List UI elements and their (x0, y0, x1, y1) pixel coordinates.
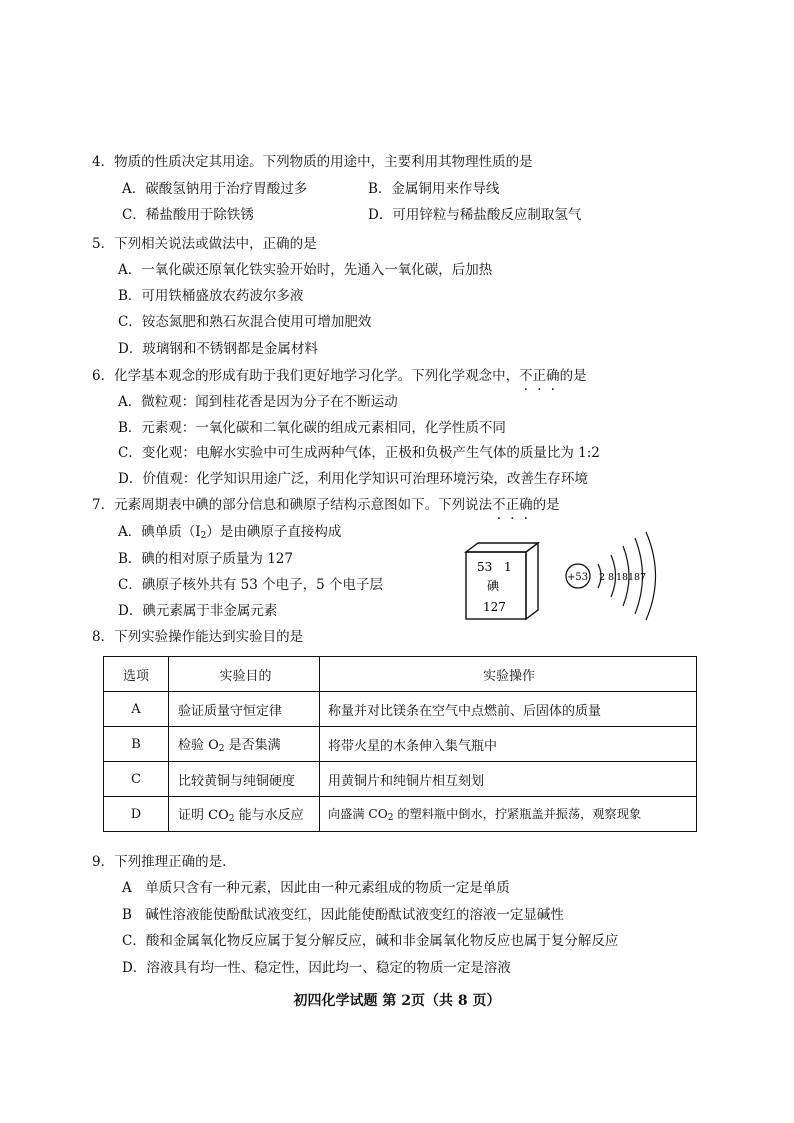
q6-option-b: B．元素观：一氧化碳和二氧化碳的组成元素相同，化学性质不同 (118, 420, 506, 436)
row-a-goal: 验证质量守恒定律 (169, 692, 320, 727)
row-c-operation: 用黄铜片和纯铜片相互刻划 (320, 762, 697, 797)
q6-emphasis-3: 确 (546, 368, 560, 384)
row-d-option: D (104, 797, 169, 832)
q7-option-b: B．碘的相对原子质量为 127 (118, 551, 293, 567)
q6-emphasis-2: 正 (532, 368, 547, 384)
table-row (104, 727, 697, 762)
q6-emphasis-1: 不 (519, 368, 533, 384)
atom-nucleus-charge: +53 (567, 572, 589, 583)
cell-mark: 1 (504, 560, 512, 574)
q5-option-c: C．铵态氮肥和熟石灰混合使用可增加肥效 (118, 314, 372, 330)
shell-5-electrons: 7 (640, 572, 647, 583)
q9-option-a: A 单质只含有一种元素，因此由一种元素组成的物质一定是单质 (122, 880, 510, 896)
table-row (104, 692, 697, 727)
table-header-goal: 实验目的 (169, 657, 320, 692)
q6-stem (92, 364, 587, 384)
q7-option-a (118, 520, 341, 541)
q7-emphasis-2: 正 (505, 497, 520, 513)
row-d-goal: 证明 $CO_2$ 能与水反应 (169, 797, 320, 832)
periodic-cell-box (458, 542, 548, 622)
shell-3-electrons: 18 (616, 572, 629, 583)
row-c-option: C (104, 762, 169, 797)
row-a-option: A (104, 692, 169, 727)
q7-stem-post: 的是 (532, 497, 560, 513)
row-c-goal: 比较黄铜与纯铜硬度 (169, 762, 320, 797)
q7-option-a-sub: 2 (200, 531, 207, 541)
shell-2-electrons: 8 (608, 572, 615, 583)
cell-element-name: 碘 (487, 579, 500, 593)
table-header-row (104, 657, 697, 692)
q7-stem (92, 493, 560, 513)
q7-option-a-pre: A．碘单质（I (118, 524, 201, 540)
q7-option-c: C．碘原子核外共有 53 个电子，5 个电子层 (118, 577, 383, 593)
shell-4-electrons: 18 (628, 572, 641, 583)
q7-emphasis-1: 不 (492, 497, 506, 513)
q4-option-d: D．可用锌粒与稀盐酸反应制取氢气 (368, 207, 582, 223)
q9-option-d: D．溶液具有均一性、稳定性，因此均一、稳定的物质一定是溶液 (122, 960, 511, 976)
q7-option-d: D．碘元素属于非金属元素 (118, 603, 278, 619)
q8-table (103, 656, 697, 832)
q5-option-d: D．玻璃钢和不锈钢都是金属材料 (118, 341, 318, 357)
q8-stem: 8．下列实验操作能达到实验目的是 (92, 629, 304, 645)
cell-atomic-number: 53 (477, 560, 493, 574)
row-b-operation: 将带火星的木条伸入集气瓶中 (320, 727, 697, 762)
table-row (104, 762, 697, 797)
row-d-operation: 向盛满 $CO_2$ 的塑料瓶中倒水，拧紧瓶盖并振荡，观察现象 (320, 797, 697, 832)
q6-stem-pre: 6．化学基本观念的形成有助于我们更好地学习化学。下列化学观念中， (92, 368, 520, 384)
q9-option-c: C．酸和金属氧化物反应属于复分解反应，碱和非金属氧化物反应也属于复分解反应 (122, 933, 619, 949)
q7-emphasis-3: 确 (519, 497, 533, 513)
q9-option-b: B 碱性溶液能使酚酞试液变红，因此能使酚酞试液变红的溶液一定显碱性 (122, 907, 564, 923)
q6-option-d: D．价值观：化学知识用途广泛，利用化学知识可治理环境污染，改善生存环境 (118, 471, 588, 487)
row-b-option: B (104, 727, 169, 762)
q9-stem: 9．下列推理正确的是. (92, 854, 227, 870)
q4-stem: 4．物质的性质决定其用途。下列物质的用途中，主要利用其物理性质的是 (92, 154, 533, 170)
q6-option-a: A．微粒观：闻到桂花香是因为分子在不断运动 (118, 394, 398, 410)
q5-option-b: B．可用铁桶盛放农药波尔多液 (118, 288, 304, 304)
q4-option-b: B．金属铜用来作导线 (368, 181, 500, 197)
table-row (104, 797, 697, 832)
q5-option-a: A．一氧化碳还原氧化铁实验开始时，先通入一氧化碳，后加热 (118, 262, 493, 278)
q6-option-c: C．变化观：电解水实验中可生成两种气体，正极和负极产生气体的质量比为 1:2 (118, 445, 600, 461)
cell-atomic-mass: 127 (483, 600, 506, 614)
shell-1-electrons: 2 (599, 572, 606, 583)
row-b-goal: 检验 $O_2$ 是否集满 (169, 727, 320, 762)
q4-option-c: C．稀盐酸用于除铁锈 (122, 207, 254, 223)
q7-option-a-post: ）是由碘原子直接构成 (206, 524, 342, 540)
atom-structure-diagram (562, 530, 692, 622)
q7-stem-pre: 7．元素周期表中碘的部分信息和碘原子结构示意图如下。下列说法 (92, 497, 493, 513)
page-footer: 初四化学试题 第 2页（共 8 页） (293, 993, 501, 1009)
table-header-operation: 实验操作 (320, 657, 697, 692)
q6-stem-post: 的是 (559, 368, 587, 384)
table-header-option: 选项 (104, 657, 169, 692)
q4-option-a: A．碳酸氢钠用于治疗胃酸过多 (122, 181, 308, 197)
q5-stem: 5．下列相关说法或做法中，正确的是 (92, 236, 317, 252)
row-a-operation: 称量并对比镁条在空气中点燃前、后固体的质量 (320, 692, 697, 727)
